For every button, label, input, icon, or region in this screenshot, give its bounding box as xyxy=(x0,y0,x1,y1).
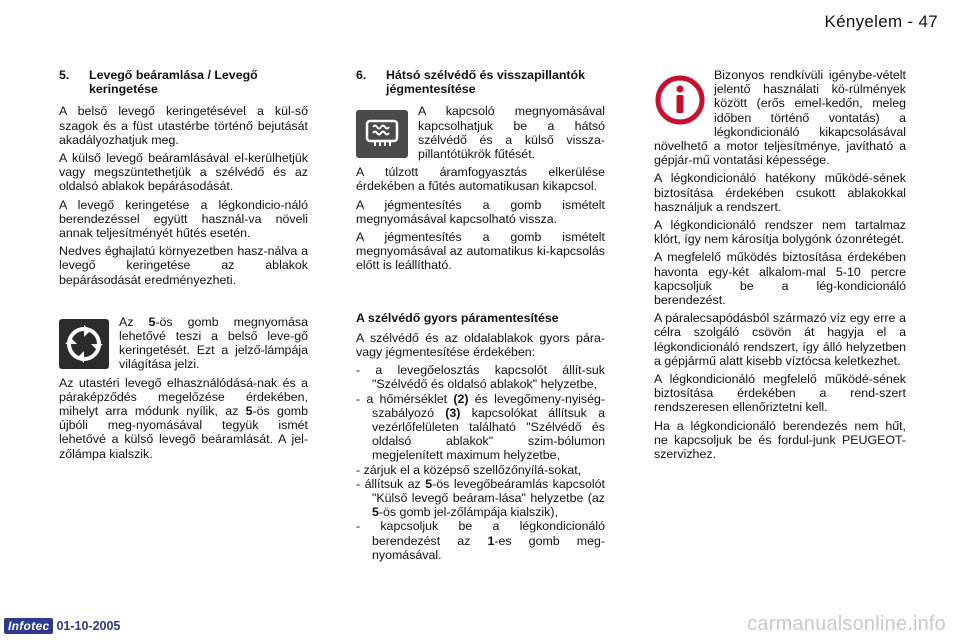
paragraph: Az 5-ös gomb megnyomása lehetővé teszi a belső leve-gő keringetését. Ezt a jelző-lámpája világítása jelzi. xyxy=(119,314,308,372)
paragraph: Bizonyos rendkívüli igénybe-vételt jelentő használati kö-rülmények között (erős emel-kedőn, meleg időben történő vontatás) a légkondicionáló kikapcsolásával növelhető a motor teljesítménye, javítható a gépjár-mű vontatási képessége. xyxy=(654,68,906,168)
column-left xyxy=(59,68,308,465)
section-heading-5 xyxy=(59,68,308,96)
heading-text: Hátsó szélvédő és visszapillantók jégmentesítése xyxy=(386,68,586,97)
heading-text: Levegő beáramlása / Levegő keringetése xyxy=(89,68,258,97)
watermark: carmanualsonline.info xyxy=(747,613,946,635)
subheading: A szélvédő gyors páramentesítése xyxy=(356,310,559,325)
air-recirculation-icon xyxy=(59,319,109,369)
list-item: - kapcsoljuk be a légkondicionáló berendezést az 1-es gomb meg-nyomásával. xyxy=(356,519,605,562)
info-icon xyxy=(654,74,706,126)
list-item: - a hőmérséklet (2) és levegőmeny-nyiség-szabályozó (3) kapcsolókat állítsuk a vezérlőfelületen található "Szélvédő és oldalsó ablakok" szim-bólumon megjelenített maximum helyzetbe, xyxy=(356,391,605,463)
paragraph: A jégmentesítés a gomb ismételt megnyomásával kapcsolható vissza. xyxy=(356,197,605,226)
list-item: - a levegőelosztás kapcsolót állít-suk "Szélvédő és oldalsó ablakok" helyzetbe, xyxy=(356,363,605,392)
column-middle xyxy=(356,68,605,562)
paragraph: Az utastéri levegő elhasználódásá-nak és a páraképződés megelőzése érdekében, mihelyt arra módunk nyílik, az 5-ös gomb újbóli meg-nyomásával tegyük ismét lehetővé a külső levegő beáramlását. A jel-zőlámpa kialszik. xyxy=(59,375,308,461)
paragraph: A kapcsoló megnyomásával kapcsolhatjuk be a hátsó szélvédő és a külső vissza-pillantótükrök fűtését. xyxy=(418,104,605,162)
heading-number: 5. xyxy=(59,68,70,82)
paragraph: A légkondicionáló megfelelő működé-sének biztosítása érdekében a rend-szert rendszeresen ellenőriztetni kell. xyxy=(654,372,906,415)
paragraph: A légkondicionáló hatékony működé-sének biztosítása érdekében csukott ablakokkal használjuk a rendszert. xyxy=(654,171,906,214)
paragraph: Nedves éghajlatú környezetben hasz-nálva a levegő keringetése az ablakok bepárásodását eredményezheti. xyxy=(59,244,308,287)
paragraph: A megfelelő működés biztosítása érdekében havonta egy-két alkalom-mal 5-10 percre kapcsoljuk be a lég-kondicionáló berendezést. xyxy=(654,250,906,308)
paragraph: A túlzott áramfogyasztás elkerülése érdekében a fűtés automatikusan kikapcsol. xyxy=(356,165,605,194)
paragraph: A szélvédő és az oldalablakok gyors pára- vagy jégmentesítése érdekében: xyxy=(356,330,605,360)
section-heading-6 xyxy=(356,68,605,96)
paragraph: A jégmentesítés a gomb ismételt megnyomásával az automatikus ki-kapcsolás előtt is leállítható. xyxy=(356,230,605,273)
paragraph: A külső levegő beáramlásával el-kerülhetjük vagy megszüntethetjük a szélvédő és az oldalsó ablakok bepárásodását. xyxy=(59,151,308,194)
infotec-logo: Infotec xyxy=(4,618,53,634)
footer-date: 01-10-2005 xyxy=(56,619,121,633)
list-item: - állítsuk az 5-ös levegőbeáramlás kapcsolót "Külső levegő beáram-lása" helyzetbe (az 5-ös gomb jel-zőlámpája kialszik), xyxy=(356,476,606,520)
heading-number: 6. xyxy=(356,68,367,82)
footer xyxy=(4,618,120,634)
paragraph: A levegő keringetése a légkondicio-náló berendezéssel együtt használ-va növeli annak teljesítményét hűtés esetén. xyxy=(59,197,308,241)
list-item: - zárjuk el a középső szellőzőnyílá-sokat, xyxy=(356,462,582,477)
paragraph: A belső levegő keringetésével a kül-ső szagok és a füst utastérbe történő bejutását akadályozhatjuk meg. xyxy=(59,104,308,147)
paragraph: Ha a légkondicionáló berendezés nem hűt, ne kapcsoljuk be és fordul-junk PEUGEOT-szervizhez. xyxy=(654,418,906,462)
paragraph: A légkondicionáló rendszer nem tartalmaz klórt, így nem károsítja bolygónk ózonrétegét. xyxy=(654,218,906,247)
rear-defrost-icon xyxy=(356,110,408,158)
paragraph: A páralecsapódásból származó víz egy erre a célra szolgáló csövön át hagyja el a légkondicionáló rendszert, így álló helyzetben a gépjármű alatt kisebb víztócsa keletkezhet. xyxy=(654,311,906,368)
page-header: Kényelem - 47 xyxy=(824,12,938,31)
column-right xyxy=(654,68,906,465)
